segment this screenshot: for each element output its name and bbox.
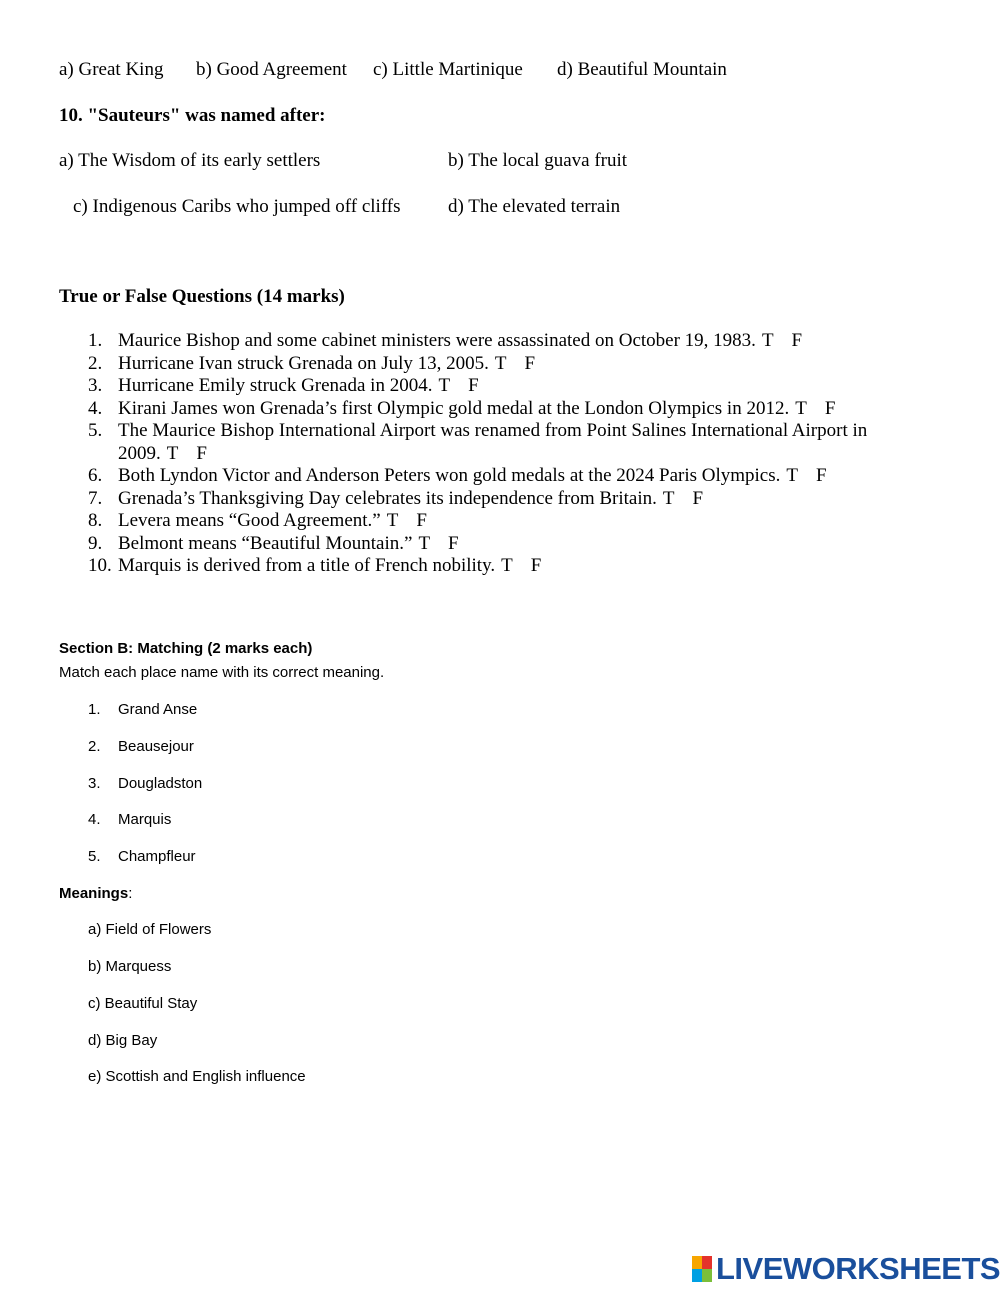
true-option[interactable]: T <box>795 397 807 419</box>
false-option[interactable]: F <box>530 555 542 576</box>
meanings-heading <box>59 885 132 902</box>
tf-item-text: Belmont means “Beautiful Mountain.” <box>118 532 413 554</box>
place-number: 2. <box>88 738 101 755</box>
false-option[interactable]: F <box>791 330 803 351</box>
true-option[interactable]: T <box>494 352 507 374</box>
place-number: 3. <box>88 775 101 792</box>
tf-item-number: 7. <box>88 487 103 509</box>
section-b-heading: Section B: Matching (2 marks each) <box>59 640 313 657</box>
false-option[interactable]: F <box>196 442 207 464</box>
tf-item-text: Levera means “Good Agreement.” <box>118 510 381 531</box>
tf-item <box>88 353 918 376</box>
logo-text: LIVEWORKSHEETS <box>716 1251 1000 1286</box>
tf-item-text: Kirani James won Grenada’s first Olympic gold medal at the London Olympics in 2012. <box>118 397 790 419</box>
place-name: Beausejour <box>118 738 194 755</box>
meaning-item: d) Big Bay <box>88 1032 158 1049</box>
tf-item-number: 8. <box>88 510 103 531</box>
q9-option-a: a) Great King <box>59 59 164 80</box>
false-option[interactable]: F <box>824 397 836 419</box>
q10-option-a: a) The Wisdom of its early settlers <box>59 150 321 171</box>
tf-item-text: Both Lyndon Victor and Anderson Peters won gold medals at the 2024 Paris Olympics. <box>118 465 781 486</box>
tf-item <box>88 533 918 556</box>
tf-item <box>88 420 918 465</box>
tf-item-number: 4. <box>88 397 103 419</box>
true-false-heading: True or False Questions (14 marks) <box>59 286 345 307</box>
tf-item-number: 3. <box>88 375 103 396</box>
tf-item-number: 1. <box>88 330 103 351</box>
false-option[interactable]: F <box>692 487 704 509</box>
logo-square-icon <box>692 1256 702 1269</box>
q10-option-b: b) The local guava fruit <box>448 150 628 171</box>
logo-square-icon <box>692 1269 702 1282</box>
place-number: 4. <box>88 811 101 828</box>
tf-item-number: 6. <box>88 465 103 486</box>
logo-square-icon <box>702 1269 712 1282</box>
tf-item <box>88 555 918 578</box>
true-option[interactable]: T <box>786 465 798 486</box>
true-option[interactable]: T <box>418 532 431 554</box>
meanings-label: Meanings <box>59 885 129 902</box>
false-option[interactable]: F <box>416 510 427 531</box>
meaning-item: a) Field of Flowers <box>88 921 212 938</box>
tf-item-number: 10. <box>88 555 112 576</box>
place-name: Champfleur <box>118 848 196 865</box>
true-option[interactable]: T <box>501 555 513 576</box>
true-option[interactable]: T <box>386 510 399 531</box>
true-false-list <box>88 330 918 578</box>
tf-item-number: 9. <box>88 532 103 554</box>
place-item <box>88 811 171 828</box>
place-number: 1. <box>88 701 101 718</box>
false-option[interactable]: F <box>524 352 536 374</box>
q9-option-d: d) Beautiful Mountain <box>557 59 727 80</box>
meaning-item: c) Beautiful Stay <box>88 995 198 1012</box>
place-name: Marquis <box>118 811 172 828</box>
place-name: Grand Anse <box>118 701 198 718</box>
logo-square-icon <box>702 1256 712 1269</box>
tf-item-number: 2. <box>88 352 103 374</box>
place-item <box>88 738 194 755</box>
section-b-instruction: Match each place name with its correct meaning. <box>59 664 385 681</box>
false-option[interactable]: F <box>468 375 479 396</box>
tf-item <box>88 465 918 488</box>
tf-item <box>88 375 918 398</box>
tf-item <box>88 510 918 533</box>
meaning-item: e) Scottish and English influence <box>88 1068 306 1085</box>
place-item <box>88 775 202 792</box>
logo-mark-icon <box>692 1256 712 1282</box>
true-option[interactable]: T <box>166 442 179 464</box>
place-item <box>88 848 196 865</box>
false-option[interactable]: F <box>816 465 827 486</box>
true-option[interactable]: T <box>662 487 675 509</box>
tf-item-number: 5. <box>88 420 103 441</box>
liveworksheets-logo <box>692 1252 1000 1286</box>
tf-item-text: The Maurice Bishop International Airport was renamed from Point Salines International Airport in 2009. <box>118 420 868 464</box>
q10-question: 10. "Sauteurs" was named after: <box>59 105 326 126</box>
meaning-item: b) Marquess <box>88 958 172 975</box>
q9-option-c: c) Little Martinique <box>373 59 523 80</box>
tf-item-text: Hurricane Ivan struck Grenada on July 13, 2005. <box>118 352 489 374</box>
tf-item-text: Marquis is derived from a title of French nobility. <box>118 555 496 576</box>
meanings-colon: : <box>128 885 133 902</box>
place-name: Dougladston <box>118 775 203 792</box>
true-option[interactable]: T <box>761 330 774 351</box>
q10-option-d: d) The elevated terrain <box>448 196 621 217</box>
q10-option-c: c) Indigenous Caribs who jumped off cliffs <box>73 196 401 217</box>
tf-item <box>88 398 918 421</box>
tf-item-text: Hurricane Emily struck Grenada in 2004. <box>118 375 433 396</box>
true-option[interactable]: T <box>438 375 451 396</box>
tf-item-text: Maurice Bishop and some cabinet ministers were assassinated on October 19, 1983. <box>118 330 756 351</box>
false-option[interactable]: F <box>448 532 459 554</box>
place-item <box>88 701 197 718</box>
q9-option-b: b) Good Agreement <box>196 59 347 80</box>
tf-item-text: Grenada’s Thanksgiving Day celebrates its independence from Britain. <box>118 487 657 509</box>
tf-item <box>88 488 918 511</box>
tf-item <box>88 330 918 353</box>
place-number: 5. <box>88 848 101 865</box>
